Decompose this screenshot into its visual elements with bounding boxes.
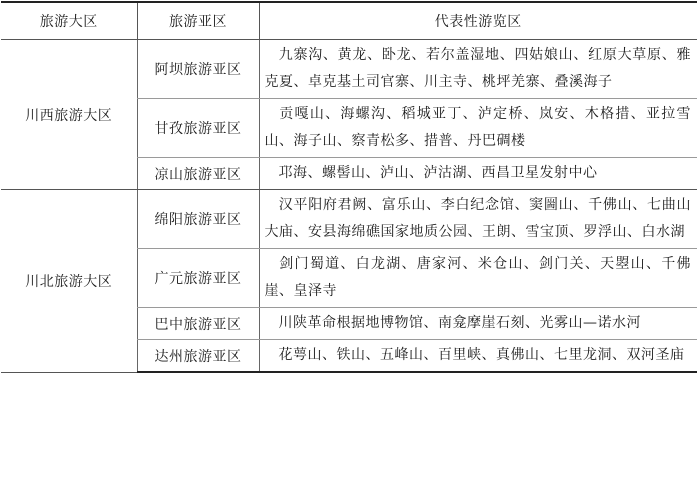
header-major-region: 旅游大区 [1, 2, 137, 40]
sites-text: 邛海、螺髻山、泸山、泸沽湖、西昌卫星发射中心 [278, 165, 598, 181]
major-region-cell: 川北旅游大区 [1, 190, 137, 373]
subregion-cell: 凉山旅游亚区 [137, 158, 259, 190]
header-subregion: 旅游亚区 [137, 2, 259, 40]
subregion-cell: 阿坝旅游亚区 [137, 40, 259, 99]
sites-cell [259, 249, 697, 308]
sites-text: 剑门蜀道、白龙湖、唐家河、米仓山、剑门关、天曌山、千佛崖、皇泽寺 [264, 256, 691, 299]
sites-cell [259, 99, 697, 158]
sites-text: 九寨沟、黄龙、卧龙、若尔盖湿地、四姑娘山、红原大草原、雅克夏、卓克基土司官寨、川主寺、桃坪羌寨、叠溪海子 [264, 47, 691, 90]
sites-cell [259, 308, 697, 340]
table-row [1, 40, 697, 99]
sites-text: 川陕革命根据地博物馆、南龛摩崖石刻、光雾山—诺水河 [278, 315, 641, 331]
sites-cell [259, 190, 697, 249]
sites-text: 汉平阳府君阙、富乐山、李白纪念馆、窦圌山、千佛山、七曲山大庙、安县海绵礁国家地质公园、王朗、雪宝顶、罗浮山、白水湖 [264, 197, 691, 240]
header-representative-sites: 代表性游览区 [259, 2, 697, 40]
subregion-cell: 广元旅游亚区 [137, 249, 259, 308]
subregion-cell: 达州旅游亚区 [137, 340, 259, 373]
subregion-cell: 绵阳旅游亚区 [137, 190, 259, 249]
sites-cell [259, 158, 697, 190]
sites-cell [259, 40, 697, 99]
sites-text: 花萼山、铁山、五峰山、百里峡、真佛山、七里龙洞、双河圣庙 [278, 347, 685, 363]
tourism-region-table [1, 1, 697, 373]
major-region-cell: 川西旅游大区 [1, 40, 137, 190]
subregion-cell: 巴中旅游亚区 [137, 308, 259, 340]
table-row [1, 190, 697, 249]
sites-cell [259, 340, 697, 373]
table-header-row [1, 2, 697, 40]
sites-text: 贡嘎山、海螺沟、稻城亚丁、泸定桥、岚安、木格措、亚拉雪山、海子山、察青松多、措普、丹巴碉楼 [264, 106, 691, 149]
subregion-cell: 甘孜旅游亚区 [137, 99, 259, 158]
